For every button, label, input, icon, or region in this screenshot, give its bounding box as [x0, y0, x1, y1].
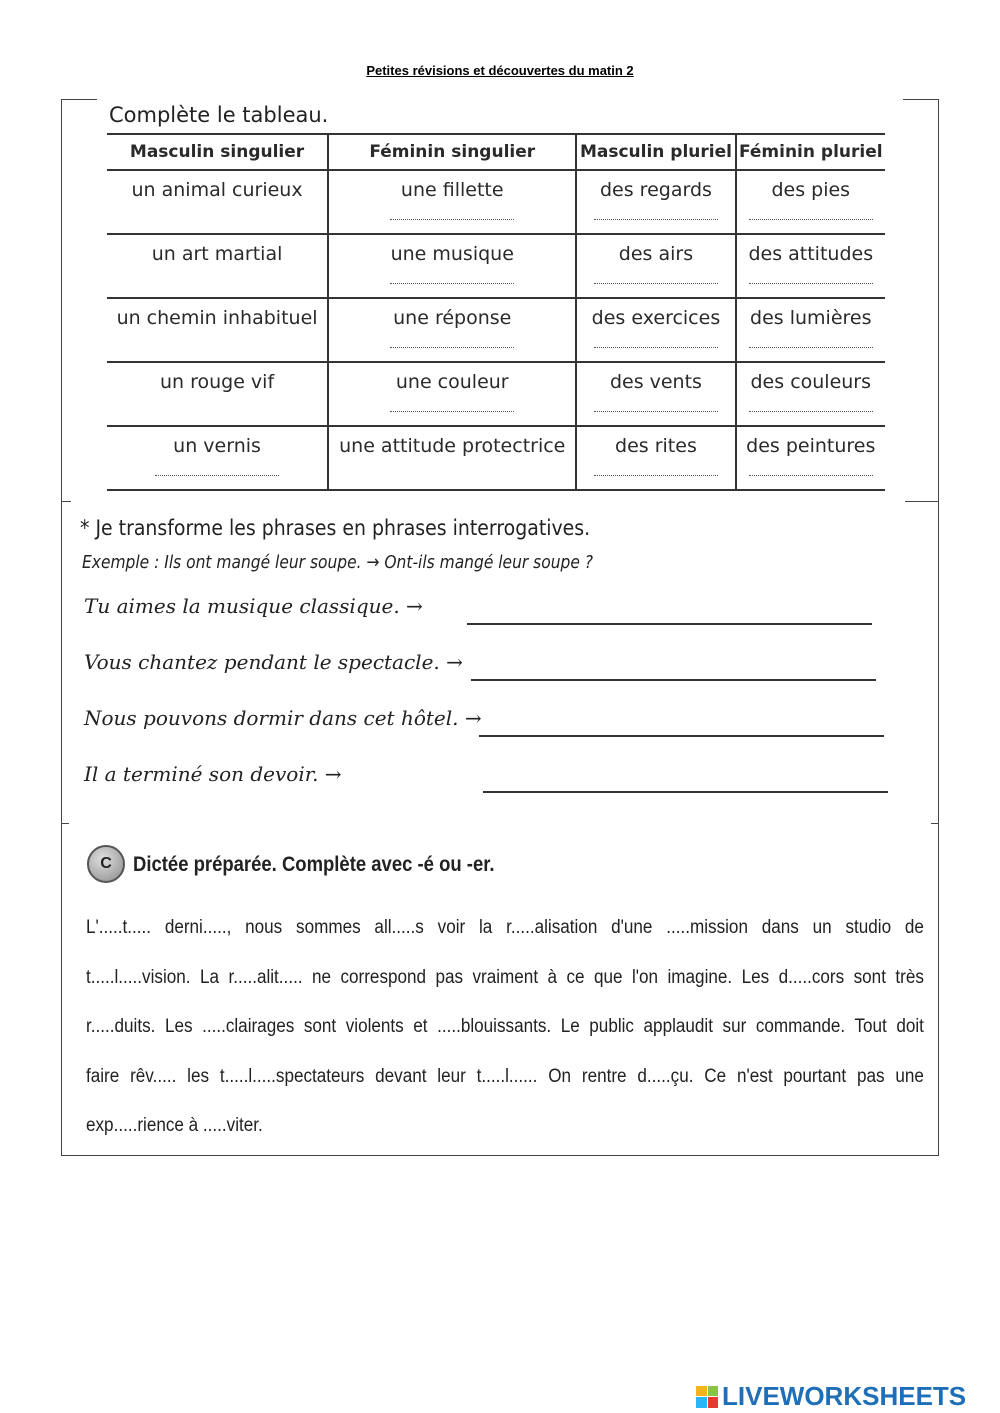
- cell-masc-plur: des vents: [576, 362, 735, 426]
- answer-blank[interactable]: [390, 205, 514, 220]
- answer-blank[interactable]: [594, 461, 718, 476]
- cell-masc-sing: un art martial: [107, 234, 328, 298]
- answer-line-1[interactable]: [467, 623, 872, 625]
- cell-masc-plur: des regards: [576, 170, 735, 234]
- frame-right: [938, 99, 939, 1156]
- cell-fem-sing: une couleur: [328, 362, 576, 426]
- answer-blank[interactable]: [749, 397, 873, 412]
- dictation-line[interactable]: exp.....rience à .....viter.: [86, 1115, 263, 1136]
- answer-blank[interactable]: [155, 461, 279, 476]
- cell-masc-plur: des airs: [576, 234, 735, 298]
- dictation-title: Dictée préparée. Complète avec -é ou -er.: [133, 853, 495, 876]
- table-section-title: Complète le tableau.: [109, 103, 329, 127]
- answer-blank[interactable]: [390, 333, 514, 348]
- answer-blank[interactable]: [390, 397, 514, 412]
- answer-blank[interactable]: [749, 333, 873, 348]
- page-title: Petites révisions et découvertes du matin 2: [366, 63, 634, 78]
- answer-blank[interactable]: [594, 397, 718, 412]
- liveworksheets-icon: [696, 1386, 718, 1408]
- cell-masc-sing: un chemin inhabituel: [107, 298, 328, 362]
- table-row: [107, 298, 885, 362]
- frame-mid1-right: [905, 501, 939, 502]
- frame-top-right: [903, 99, 939, 100]
- table-row: [107, 234, 885, 298]
- sentence-4: Il a terminé son devoir. →: [84, 762, 342, 786]
- frame-mid1-left: [61, 501, 71, 502]
- answer-blank[interactable]: [594, 269, 718, 284]
- frame-mid2-left: [61, 823, 69, 824]
- header-masc-sing: Masculin singulier: [107, 134, 328, 170]
- header-fem-plur: Féminin pluriel: [736, 134, 885, 170]
- frame-top-left: [61, 99, 97, 100]
- cell-fem-plur: des pies: [736, 170, 885, 234]
- cell-fem-sing: une attitude protectrice: [328, 426, 576, 490]
- dictation-line[interactable]: L'.....t..... derni....., nous sommes all.....s voir la r.....alisation d'une .....mission dans un studio de: [86, 917, 924, 938]
- dictation-line[interactable]: faire rêv..... les t.....l.....spectateurs devant leur t.....l...... On rentre d.....çu. Ce n'est pourtant pas une: [86, 1066, 924, 1087]
- sentence-1: Tu aimes la musique classique. →: [84, 594, 423, 618]
- interrogative-example: Exemple : Ils ont mangé leur soupe. → Ont-ils mangé leur soupe ?: [82, 552, 594, 573]
- answer-blank[interactable]: [749, 205, 873, 220]
- answer-blank[interactable]: [749, 461, 873, 476]
- answer-blank[interactable]: [749, 269, 873, 284]
- section-badge: C: [87, 845, 125, 883]
- sentence-2: Vous chantez pendant le spectacle. →: [84, 650, 463, 674]
- cell-fem-plur: des attitudes: [736, 234, 885, 298]
- frame-left: [61, 99, 62, 1156]
- cell-fem-plur: des lumières: [736, 298, 885, 362]
- table-row: [107, 362, 885, 426]
- frame-mid2-right: [931, 823, 939, 824]
- answer-line-2[interactable]: [471, 679, 876, 681]
- answer-blank[interactable]: [594, 333, 718, 348]
- frame-bottom: [61, 1155, 939, 1156]
- cell-masc-sing: un animal curieux: [107, 170, 328, 234]
- cell-masc-plur: des exercices: [576, 298, 735, 362]
- cell-masc-plur: des rites: [576, 426, 735, 490]
- answer-line-3[interactable]: [479, 735, 884, 737]
- header-masc-plur: Masculin pluriel: [576, 134, 735, 170]
- cell-fem-plur: des peintures: [736, 426, 885, 490]
- gender-number-table: [107, 133, 885, 491]
- dictation-line[interactable]: r.....duits. Les .....clairages sont violents et .....blouissants. Le public applaudit sur commande. Tout doit: [86, 1016, 924, 1037]
- cell-fem-sing: une fillette: [328, 170, 576, 234]
- header-fem-sing: Féminin singulier: [328, 134, 576, 170]
- logo-text: LIVEWORKSHEETS: [722, 1381, 967, 1411]
- table-header-row: [107, 134, 885, 170]
- cell-masc-sing: un rouge vif: [107, 362, 328, 426]
- cell-fem-plur: des couleurs: [736, 362, 885, 426]
- cell-fem-sing: une musique: [328, 234, 576, 298]
- answer-blank[interactable]: [390, 269, 514, 284]
- cell-masc-sing: un vernis: [107, 426, 328, 490]
- interrogative-instruction: * Je transforme les phrases en phrases interrogatives.: [80, 516, 591, 540]
- cell-fem-sing: une réponse: [328, 298, 576, 362]
- dictation-line[interactable]: t.....l.....vision. La r.....alit..... ne correspond pas vraiment à ce que l'on imagine. Les d.....cors sont très: [86, 967, 924, 988]
- liveworksheets-logo: [696, 1381, 966, 1412]
- table-row: [107, 170, 885, 234]
- answer-line-4[interactable]: [483, 791, 888, 793]
- answer-blank[interactable]: [594, 205, 718, 220]
- sentence-3: Nous pouvons dormir dans cet hôtel. →: [84, 706, 482, 730]
- table-row: [107, 426, 885, 490]
